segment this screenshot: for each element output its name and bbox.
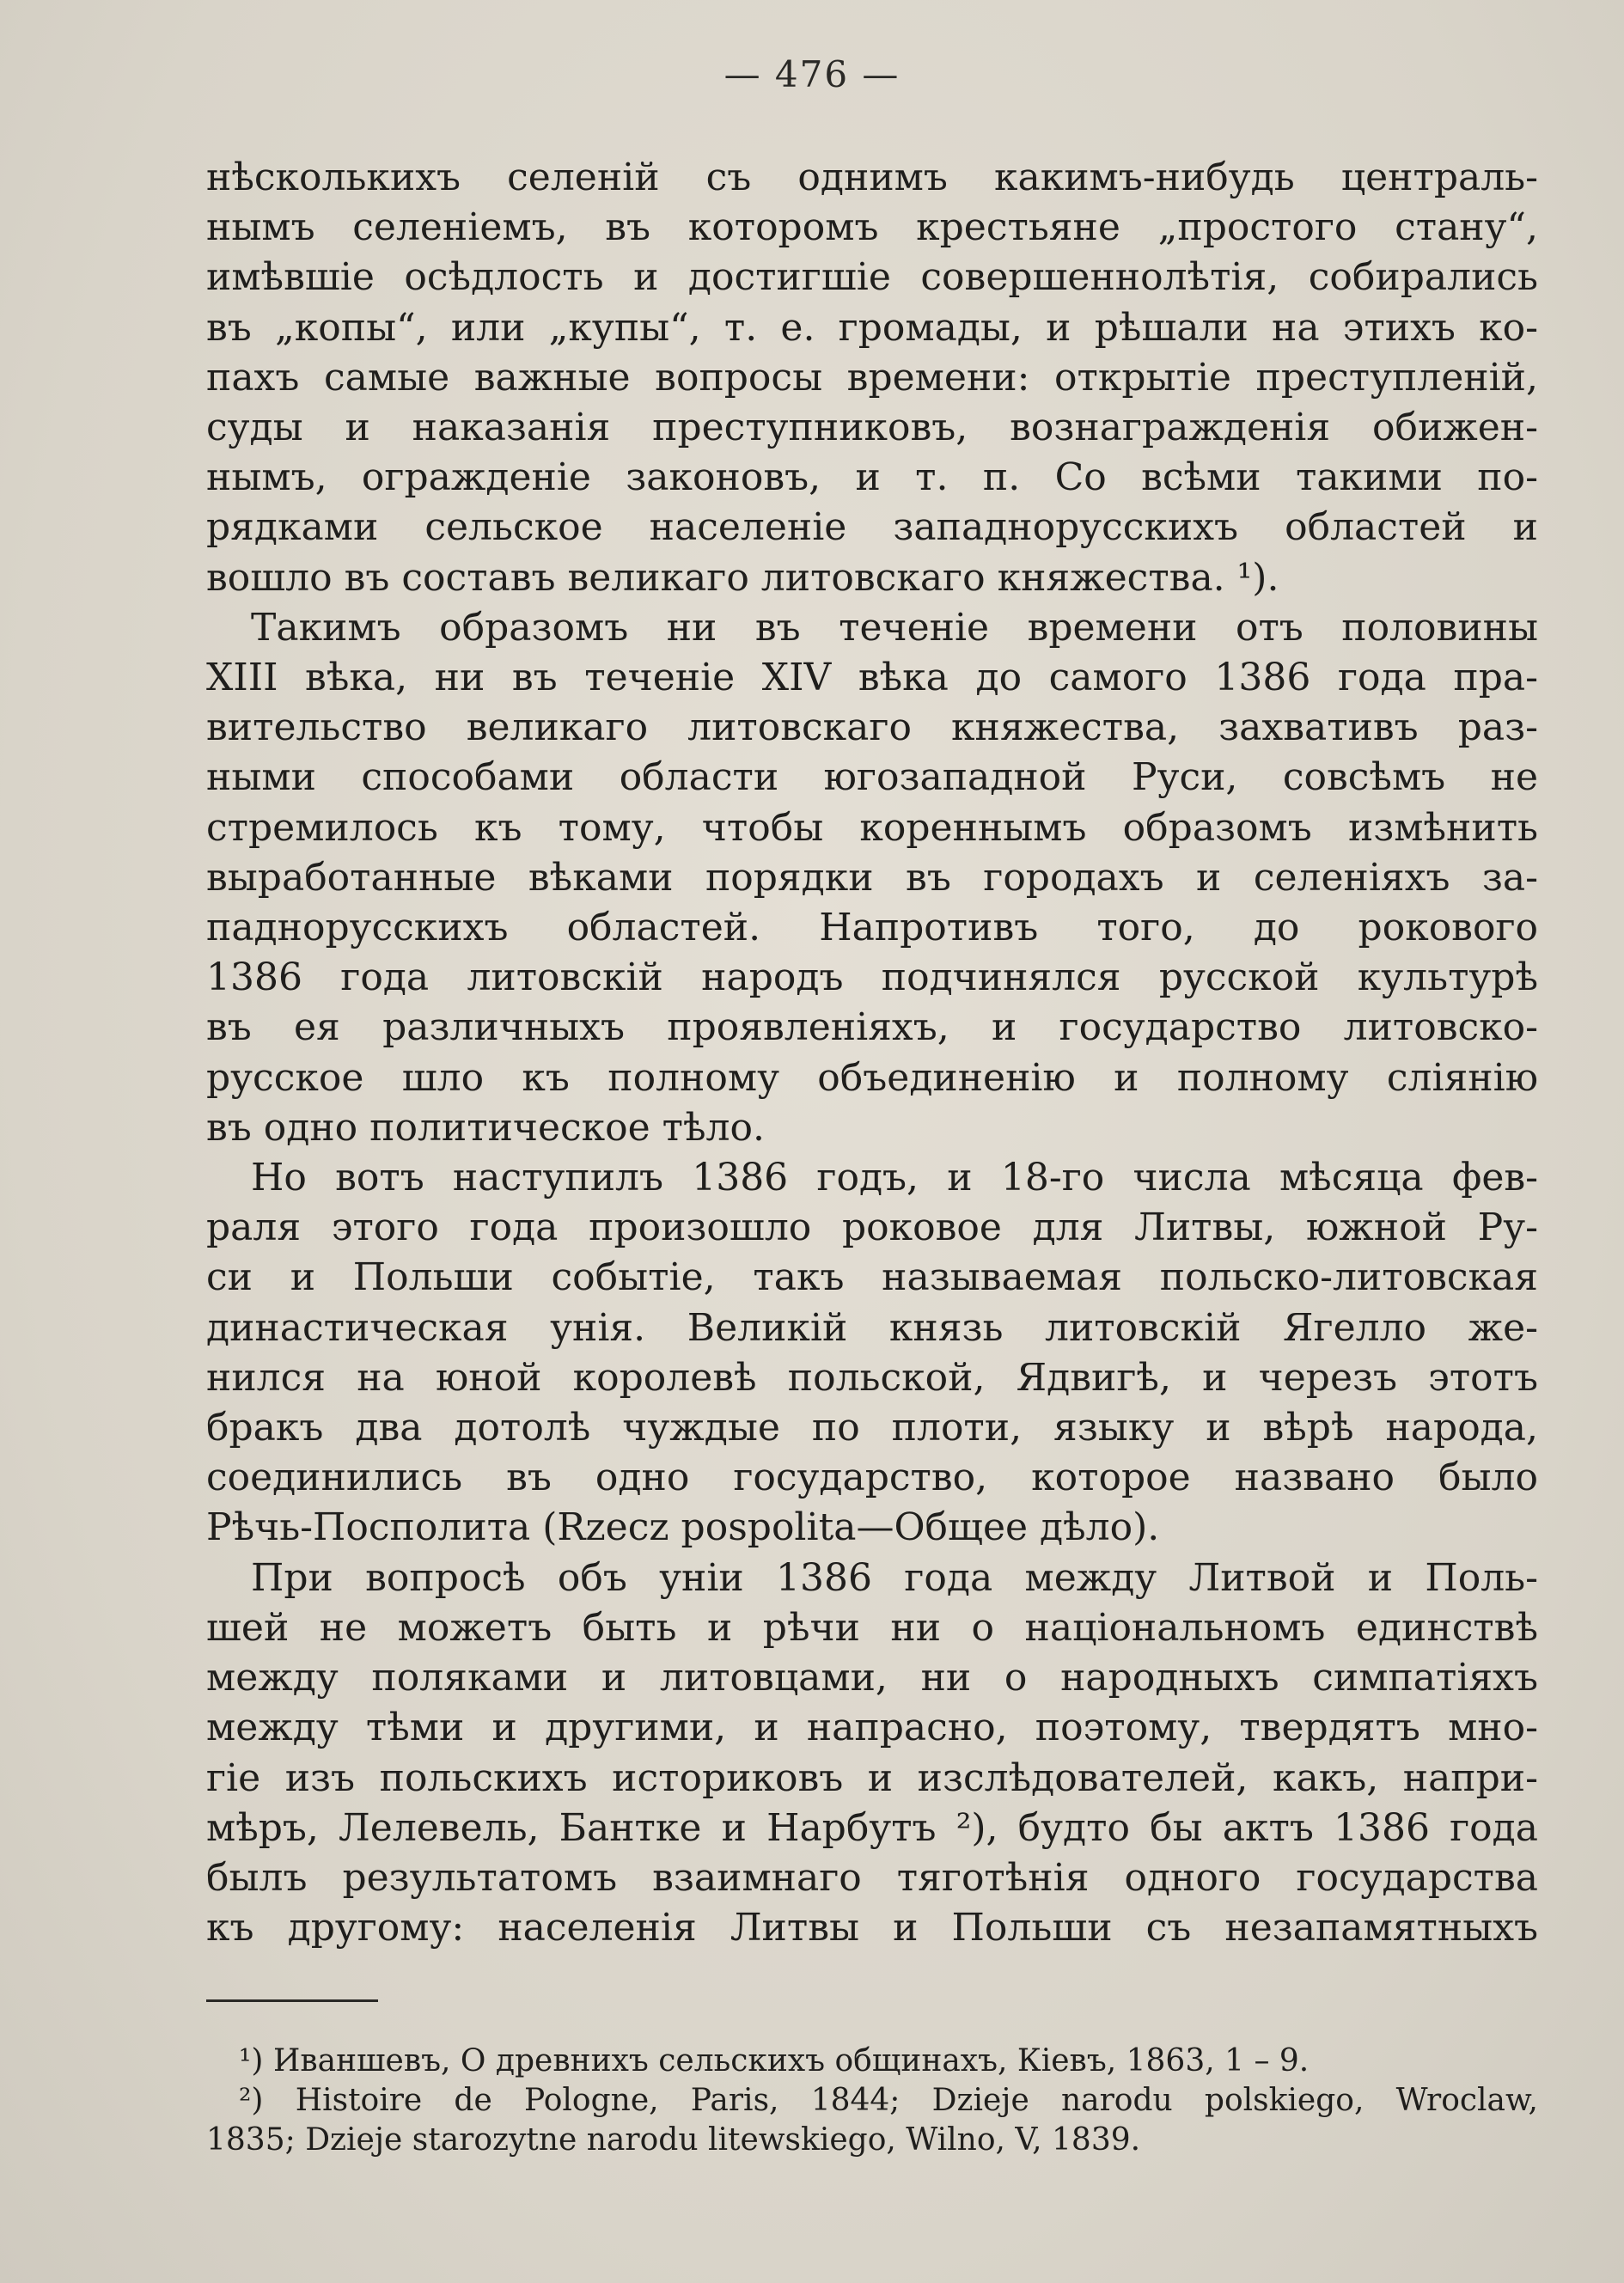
text-line: былъ результатомъ взаимнаго тяготѣнія одного государства xyxy=(206,1855,1538,1900)
footnote-text: Иваншевъ, О древнихъ сельскихъ общинахъ, Кіевъ, 1863, 1 – 9. xyxy=(272,2043,1310,2079)
text-line: Рѣчь-Посполита (Rzecz pospolita—Общее дѣло). xyxy=(206,1505,1160,1550)
text-line: въ „копы“, или „купы“, т. е. громады, и рѣшали на этихъ ко- xyxy=(206,305,1538,350)
paragraph-3 xyxy=(206,1153,1538,1554)
footnote-marker: ¹) xyxy=(239,2043,264,2079)
text-line: вительство великаго литовскаго княжества, захвативъ раз- xyxy=(206,705,1538,750)
text-line: ными способами области югозападной Руси, совсѣмъ не xyxy=(206,755,1538,800)
text-line: XIII вѣка, ни въ теченіе XIV вѣка до самого 1386 года пра- xyxy=(206,656,1538,700)
text-line: мѣръ, Лелевель, Бантке и Нарбутъ ²), будто бы актъ 1386 года xyxy=(206,1805,1538,1850)
footnote-1 xyxy=(206,2042,1538,2081)
text-line: При вопросѣ объ уніи 1386 года между Литвой и Поль- xyxy=(251,1555,1538,1600)
text-line: русское шло къ полному объединенію и полному сліянію xyxy=(206,1055,1538,1100)
page-number: — 476 — xyxy=(723,53,901,95)
footnote-line: 1835; Dzieje starozytne narodu litewskiego, Wilno, V, 1839. xyxy=(206,2122,1141,2158)
text-line: 1386 года литовскій народъ подчинялся русской культурѣ xyxy=(206,955,1538,1000)
text-line: въ одно политическое тѣло. xyxy=(206,1105,765,1150)
text-line: суды и наказанія преступниковъ, вознагражденія обижен- xyxy=(206,406,1538,450)
text-line: нымъ, огражденіе законовъ, и т. п. Со всѣми такими по- xyxy=(206,455,1538,500)
text-line: гіе изъ польскихъ историковъ и изслѣдователей, какъ, напри- xyxy=(206,1755,1538,1800)
text-line: паднорусскихъ областей. Напротивъ того, до рокового xyxy=(206,906,1538,950)
text-line: нымъ селеніемъ, въ которомъ крестьяне „простого стану“, xyxy=(206,205,1538,250)
text-line: въ ея различныхъ проявленіяхъ, и государство литовско- xyxy=(206,1005,1538,1050)
text-line: рядками сельское населеніе западнорусскихъ областей и xyxy=(206,505,1538,550)
paragraph-4 xyxy=(206,1554,1538,1954)
text-line: соединились въ одно государство, которое названо было xyxy=(206,1456,1538,1500)
text-line: шей не можетъ быть и рѣчи ни о національномъ единствѣ xyxy=(206,1605,1538,1650)
footnote-text: Histoire de Pologne, Paris, 1844; Dzieje narodu polskiego, Wroclaw, xyxy=(295,2083,1538,2118)
text-line: имѣвшіе осѣдлость и достигшіе совершеннолѣтія, собирались xyxy=(206,255,1538,300)
text-line: стремилось къ тому, чтобы кореннымъ образомъ измѣнить xyxy=(206,805,1538,850)
footnote-divider xyxy=(206,1999,378,2002)
paragraph-1 xyxy=(206,153,1538,603)
text-line: вошло въ составъ великаго литовскаго княжества. ¹). xyxy=(206,555,1279,600)
footnote-2 xyxy=(206,2081,1538,2160)
text-line: нѣсколькихъ селеній съ однимъ какимъ-нибудь централь- xyxy=(206,156,1538,199)
footnotes xyxy=(206,2042,1538,2160)
footnote-line xyxy=(206,2081,1538,2121)
text-line: пахъ самые важные вопросы времени: открытіе преступленій, xyxy=(206,355,1538,400)
text-line: си и Польши событіе, такъ называемая польско-литовская xyxy=(206,1255,1538,1300)
text-line: раля этого года произошло роковое для Литвы, южной Ру- xyxy=(206,1206,1538,1250)
text-line: Такимъ образомъ ни въ теченіе времени отъ половины xyxy=(251,605,1538,650)
footnote-line xyxy=(206,2042,1538,2081)
text-line: нился на юной королевѣ польской, Ядвигѣ, и черезъ этотъ xyxy=(206,1355,1538,1400)
footnote-marker: ²) xyxy=(239,2083,264,2118)
text-line: къ другому: населенія Литвы и Польши съ незапамятныхъ xyxy=(206,1906,1538,1950)
text-line: выработанные вѣками порядки въ городахъ и селеніяхъ за- xyxy=(206,855,1538,900)
main-text xyxy=(206,153,1538,1953)
paragraph-2 xyxy=(206,603,1538,1153)
text-line: династическая унія. Великій князь литовскій Ягелло же- xyxy=(206,1305,1538,1350)
text-line: между тѣми и другими, и напрасно, поэтому, твердятъ мно- xyxy=(206,1706,1538,1750)
text-line: между поляками и литовцами, ни о народныхъ симпатіяхъ xyxy=(206,1656,1538,1700)
text-line: бракъ два дотолѣ чуждые по плоти, языку и вѣрѣ народа, xyxy=(206,1406,1538,1450)
text-line: Но вотъ наступилъ 1386 годъ, и 18-го числа мѣсяца фев- xyxy=(251,1156,1538,1200)
